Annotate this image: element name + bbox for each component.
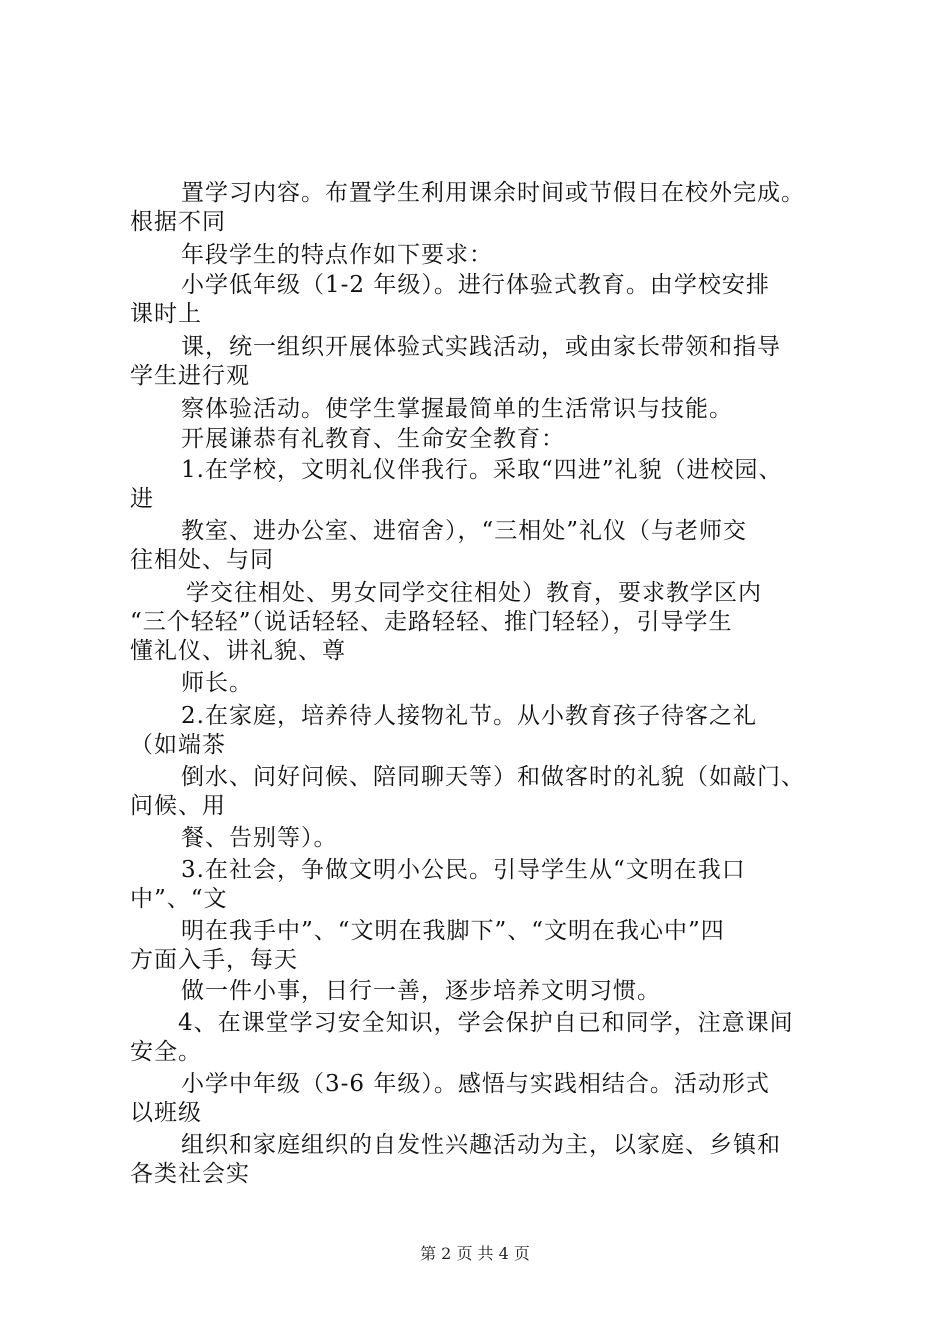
- text-line: 倒水、问好问候、陪同聊天等）和做客时的礼貌（如敲门、: [181, 764, 805, 790]
- text-line: 明在我手中”、“文明在我脚下”、“文明在我心中”四: [181, 918, 725, 944]
- text-line: 师长。: [181, 670, 253, 696]
- text-line: 方面入手，每天: [130, 947, 298, 973]
- text-line: 4、在课堂学习安全知识，学会保护自已和同学，注意课间: [178, 1010, 794, 1036]
- text-line: 教室、进办公室、进宿舍），“三相处”礼仪（与老师交: [181, 518, 748, 544]
- text-line: 察体验活动。使学生掌握最简单的生活常识与技能。: [181, 396, 733, 422]
- text-line: 问候、用: [130, 793, 226, 819]
- text-line: 根据不同: [130, 209, 226, 235]
- text-line: 开展谦恭有礼教育、生命安全教育：: [181, 426, 565, 452]
- text-line: 小学中年级（3-6 年级）。感悟与实践相结合。活动形式: [181, 1071, 770, 1097]
- text-line: “三个轻轻”（说话轻轻、走路轻轻、推门轻轻），引导学生: [130, 609, 733, 635]
- text-line: 各类社会实: [130, 1161, 250, 1187]
- text-line: 学生进行观: [130, 363, 250, 389]
- text-line: 组织和家庭组织的自发性兴趣活动为主，以家庭、乡镇和: [181, 1132, 781, 1158]
- text-line: 3.在社会，争做文明小公民。引导学生从“文明在我口: [181, 857, 746, 883]
- text-line: 年段学生的特点作如下要求：: [181, 242, 493, 268]
- text-line: 学交往相处、男女同学交往相处）教育，要求教学区内: [186, 580, 762, 606]
- text-line: 小学低年级（1-2 年级）。进行体验式教育。由学校安排: [181, 272, 770, 298]
- text-line: 置学习内容。布置学生利用课余时间或节假日在校外完成。: [181, 180, 805, 206]
- page-number-footer: 第 2 页 共 4 页: [420, 1244, 530, 1263]
- text-line: 课，统一组织开展体验式实践活动，或由家长带领和指导: [181, 334, 781, 360]
- text-line: 课时上: [130, 301, 202, 327]
- text-line: 中”、“文: [130, 886, 228, 912]
- text-line: （如端茶: [130, 732, 226, 758]
- text-line: 往相处、与同: [130, 547, 274, 573]
- text-line: 做一件小事，日行一善，逐步培养文明习惯。: [181, 978, 661, 1004]
- text-line: 以班级: [130, 1100, 202, 1126]
- text-line: 懂礼仪、讲礼貌、尊: [130, 638, 346, 664]
- text-line: 餐、告别等）。: [181, 825, 338, 851]
- text-line: 进: [130, 486, 154, 512]
- text-line: 2.在家庭，培养待人接物礼节。从小教育孩子待客之礼: [181, 703, 757, 729]
- text-line: 安全。: [130, 1039, 202, 1065]
- text-line: 1.在学校，文明礼仪伴我行。采取“四进”礼貌（进校园、: [181, 457, 783, 483]
